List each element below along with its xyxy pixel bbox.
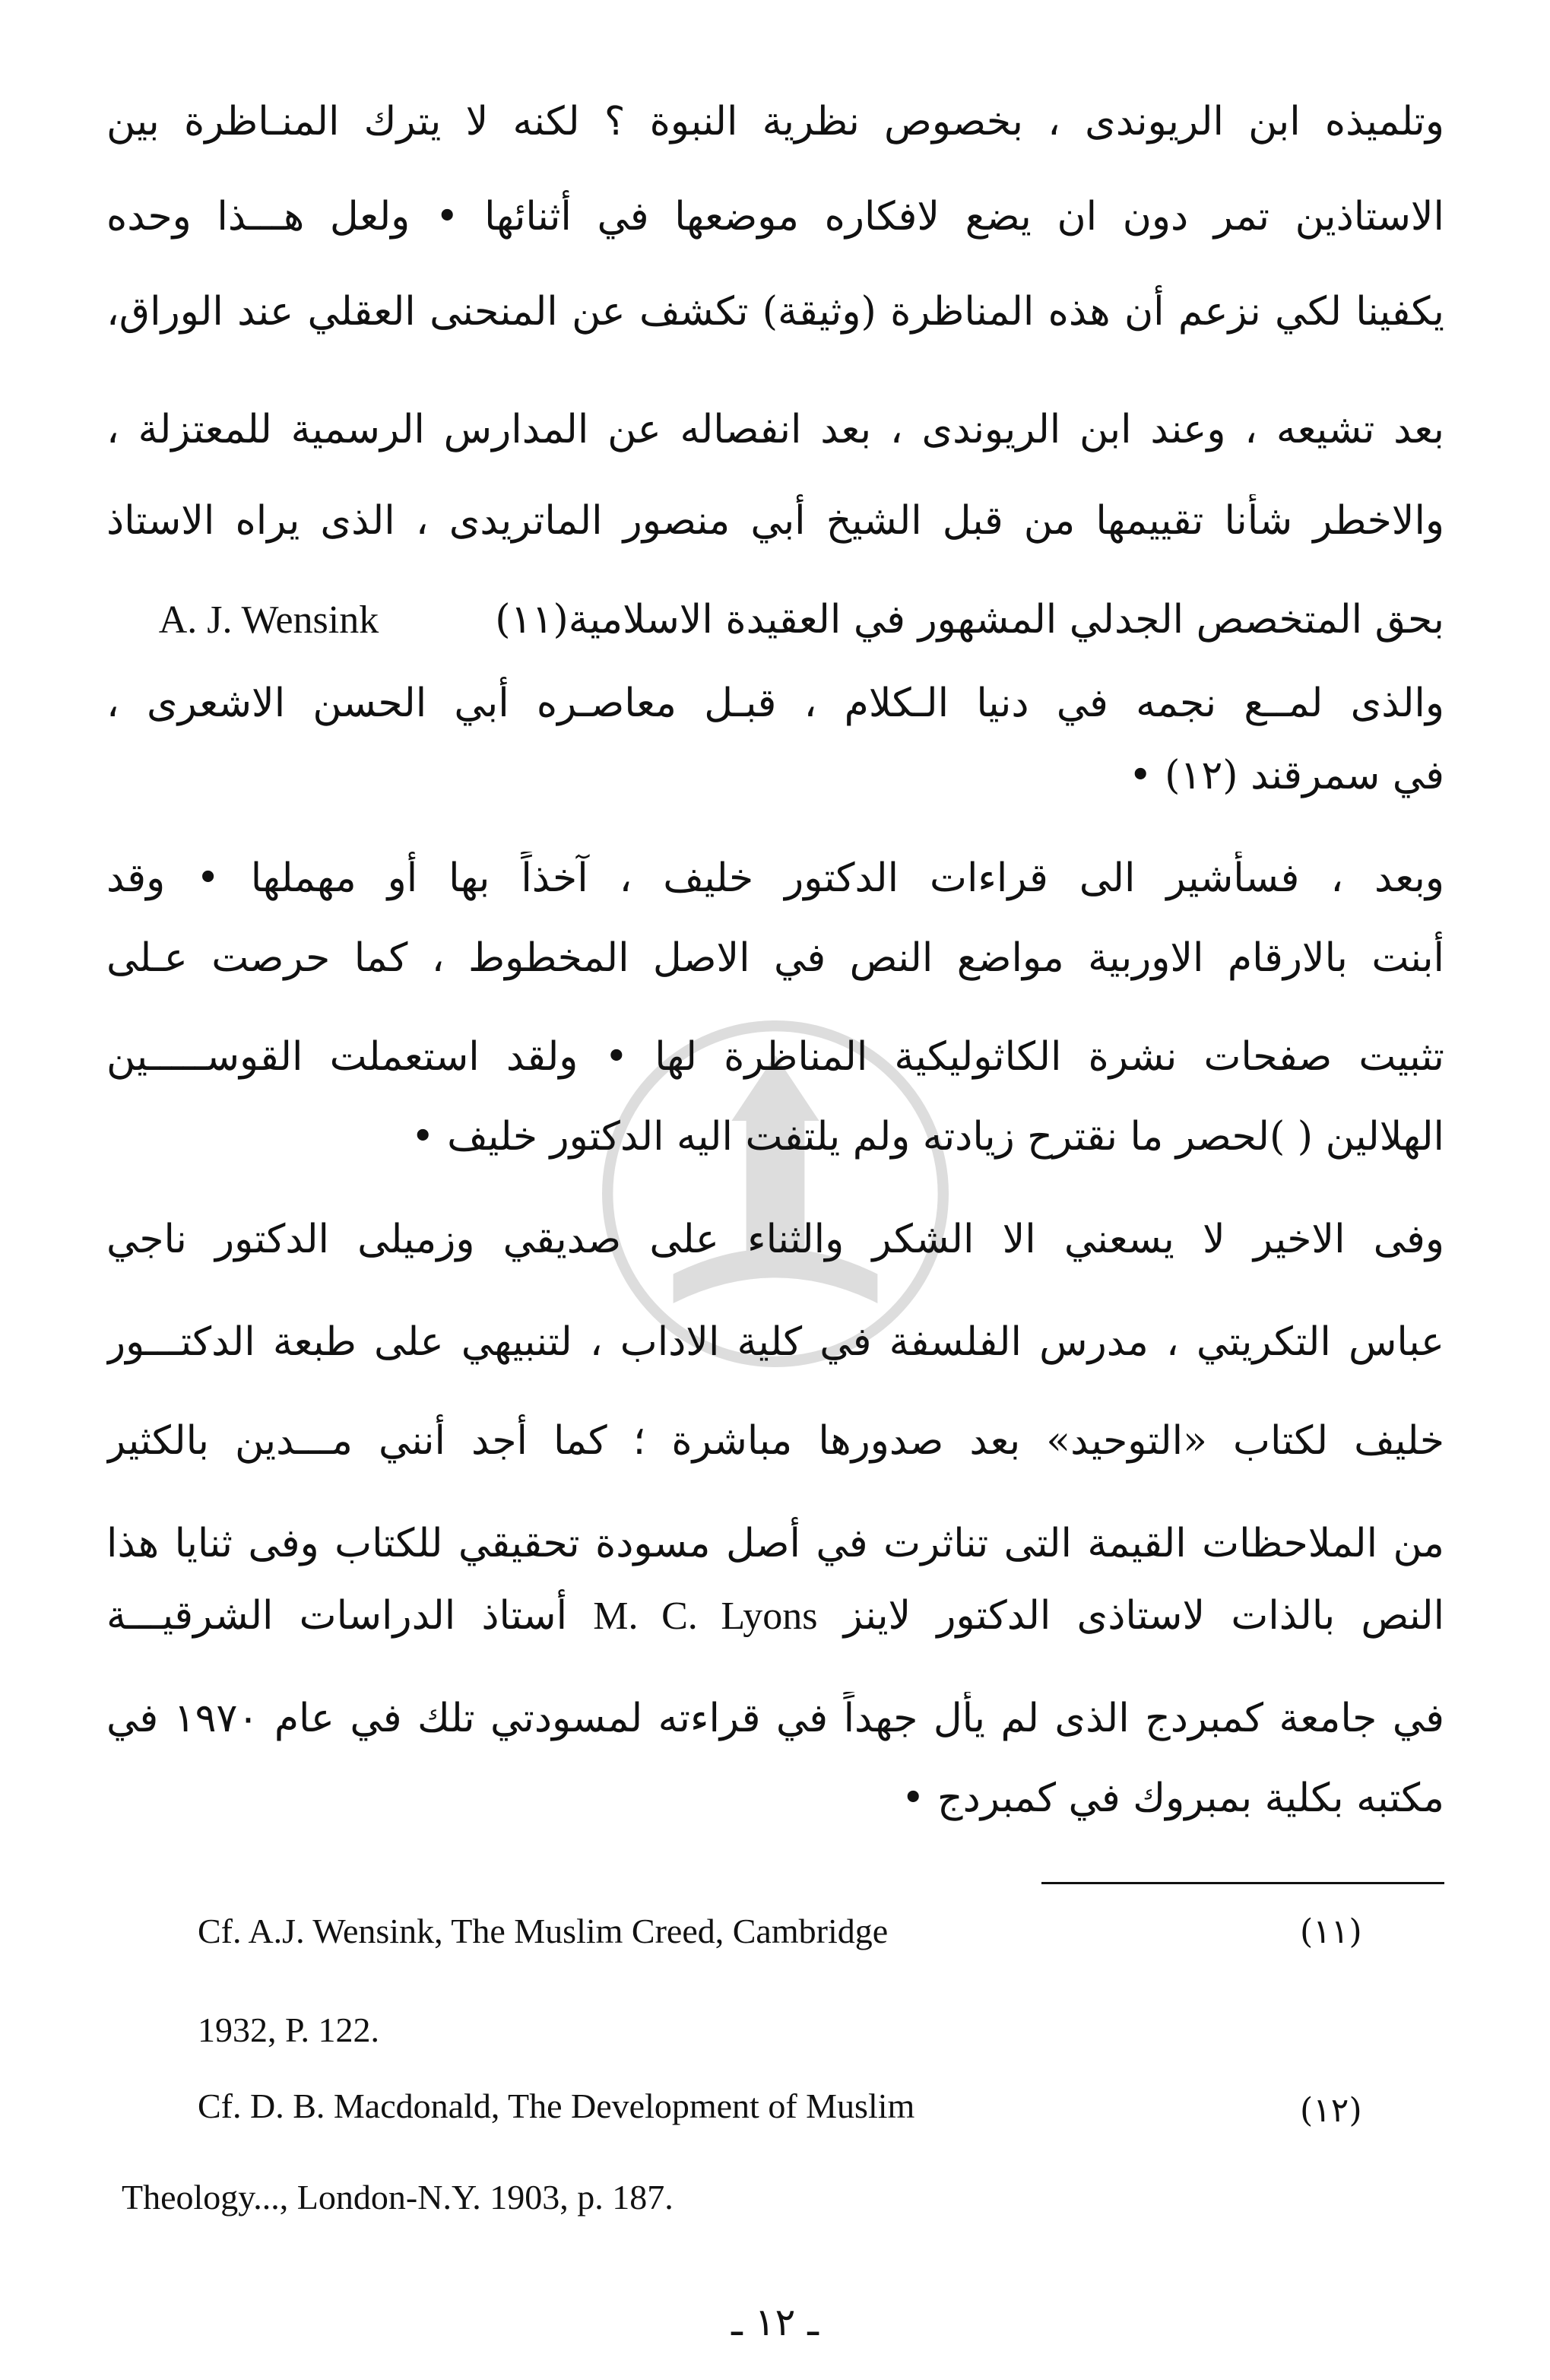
body-line-13: وفى الاخير لا يسعني الا الشكر والثناء على صديقي وزميلى الدكتور ناجي <box>106 1217 1444 1262</box>
body-line-9: وبعد ، فسأشير الى قراءات الدكتور خليف ، آخذاً بها أو مهملها • وقد <box>106 855 1444 901</box>
footnote-11-line2: 1932, P. 122. <box>198 2010 379 2049</box>
body-line-18: في جامعة كمبردج الذى لم يأل جهداً في قراءته لمسودتي تلك في عام ١٩٧٠ في <box>106 1696 1444 1741</box>
body-line-3: يكفينا لكي نزعم أن هذه المناظرة (وثيقة) تكشف عن المنحنى العقلي عند الوراق، <box>106 289 1444 335</box>
line6-arabic: بحق المتخصص الجدلي المشهور في العقيدة الاسلامية(١١) <box>495 597 1444 643</box>
body-line-19: مكتبه بكلية بمبروك في كمبردج • <box>901 1775 1444 1821</box>
body-line-6 <box>106 593 1444 647</box>
body-line-8: في سمرقند (١٢) • <box>1128 753 1444 798</box>
footnote-11-line1: Cf. A.J. Wensink, The Muslim Creed, Cambridge <box>198 1912 889 1950</box>
body-line-16: من الملاحظات القيمة التى تناثرت في أصل مسودة تحقيقي للكتاب وفى ثنايا هذا <box>106 1521 1444 1566</box>
body-line-2: الاستاذين تمر دون ان يضع لافكاره موضعها في أثنائها • ولعل هـــذا وحده <box>106 194 1444 240</box>
footnote-12-number: (١٢) <box>1300 2091 1362 2130</box>
footnote-11-number: (١١) <box>1300 1912 1362 1951</box>
lyons-before: النص بالذات لاستاذى الدكتور لاينز <box>843 1593 1444 1639</box>
body-line-12: الهلالين ( )لحصر ما نقترح زيادته ولم يلتفت اليه الدكتور خليف • <box>410 1114 1444 1160</box>
footnote-rule <box>1041 1882 1444 1884</box>
body-line-5: والاخطر شأنا تقييمها من قبل الشيخ أبي منصور الماتريدى ، الذى يراه الاستاذ <box>106 498 1444 544</box>
page-number: ـ ١٢ ـ <box>731 2300 819 2344</box>
body-line-17 <box>106 1589 1444 1643</box>
body-line-11: تثبيت صفحات نشرة الكاثوليكية المناظرة لها • ولقد استعملت القوســـــين <box>106 1034 1444 1080</box>
wensink-name: A. J. Wensink <box>158 598 379 642</box>
body-line-10: أبنت بالارقام الاوربية مواضع النص في الاصل المخطوط ، كما حرصت عـلى <box>106 935 1444 981</box>
lyons-name: M. C. Lyons <box>593 1595 818 1638</box>
body-line-7: والذى لمــع نجمه في دنيا الـكلام ، قبـل معاصـره أبي الحسن الاشعرى ، <box>106 681 1444 726</box>
footnote-12-line1: Cf. D. B. Macdonald, The Development of Muslim <box>198 2086 915 2125</box>
lyons-after: أستاذ الدراسات الشرقيـــة <box>106 1593 568 1639</box>
body-line-14: عباس التكريتي ، مدرس الفلسفة في كلية الاداب ، لتنبيهي على طبعة الدكتـــور <box>106 1319 1444 1365</box>
body-line-4: بعد تشيعه ، وعند ابن الريوندى ، بعد انفصاله عن المدارس الرسمية للمعتزلة ، <box>106 407 1444 452</box>
body-line-1: وتلميذه ابن الريوندى ، بخصوص نظرية النبوة ؟ لكنه لا يترك المنـاظرة بين <box>106 99 1444 144</box>
body-line-15: خليف لكتاب «التوحيد» بعد صدورها مباشرة ؛ كما أجد أنني مـــدين بالكثير <box>106 1418 1444 1464</box>
footnote-12-line2: Theology..., London-N.Y. 1903, p. 187. <box>122 2178 674 2217</box>
